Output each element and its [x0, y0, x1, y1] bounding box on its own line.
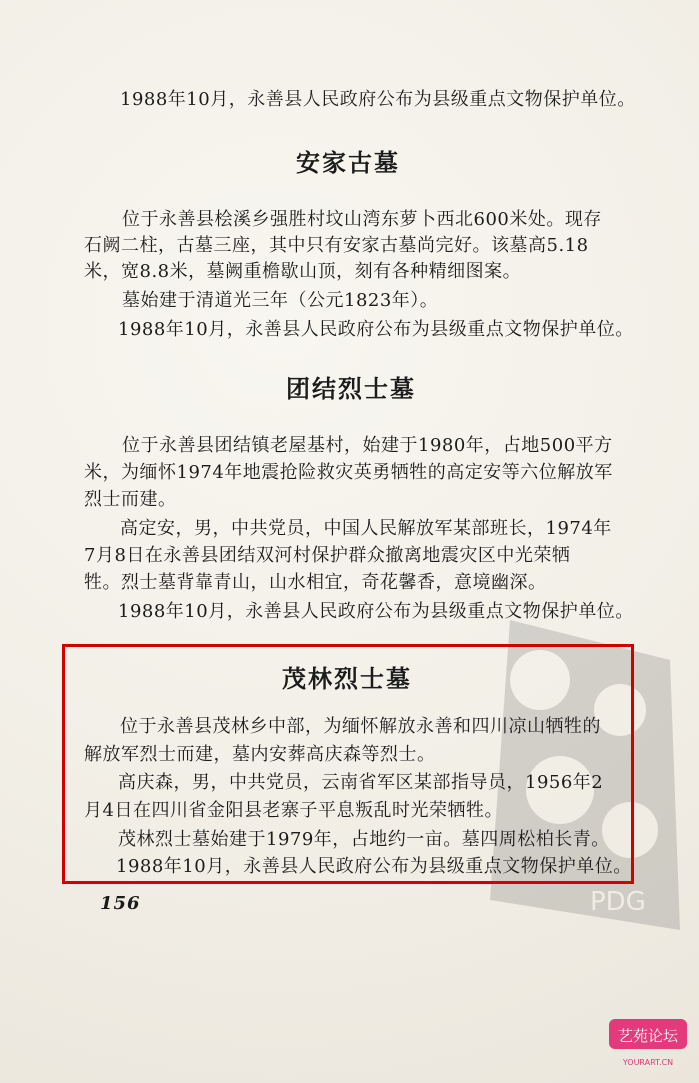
- paragraph-line: 高定安，男，中共党员，中国人民解放军某部班长，1974年: [120, 518, 612, 539]
- logo-text: 艺苑论坛: [617, 1027, 679, 1045]
- paragraph-line: 烈士而建。: [84, 489, 177, 510]
- section-heading-tuanjie: 团结烈士墓: [286, 374, 416, 403]
- paragraph-line: 月4日在四川省金阳县老寨子平息叛乱时光荣牺牲。: [84, 800, 503, 821]
- paragraph-line: 墓始建于清道光三年（公元1823年）。: [122, 290, 439, 311]
- paragraph-line: 位于永善县茂林乡中部，为缅怀解放永善和四川凉山牺牲的: [120, 716, 601, 737]
- paragraph-line: 解放军烈士而建，墓内安葬高庆森等烈士。: [84, 744, 436, 765]
- page-number: 156: [100, 893, 141, 914]
- logo-url-text: YOURART.CN: [622, 1058, 674, 1067]
- paragraph-line: 1988年10月，永善县人民政府公布为县级重点文物保护单位。: [118, 319, 634, 340]
- paragraph-line: 牲。烈士墓背靠青山，山水相宜，奇花馨香，意境幽深。: [84, 572, 547, 593]
- stamp-text: PDG: [590, 887, 646, 917]
- paragraph-line: 位于永善县团结镇老屋基村，始建于1980年，占地500平方: [122, 435, 613, 456]
- paragraph-line: 高庆森，男，中共党员，云南省军区某部指导员，1956年2: [118, 772, 604, 793]
- paragraph-line: 1988年10月，永善县人民政府公布为县级重点文物保护单位。: [118, 601, 634, 622]
- section-heading-maolin: 茂林烈士墓: [282, 664, 412, 693]
- section-heading-anjia: 安家古墓: [296, 148, 400, 177]
- paragraph-line: 米，宽8.8米，墓阙重檐歇山顶，刻有各种精细图案。: [84, 261, 522, 282]
- paragraph-line: 米，为缅怀1974年地震抢险救灾英勇牺牲的高定安等六位解放军: [84, 462, 613, 483]
- paragraph-line: 1988年10月，永善县人民政府公布为县级重点文物保护单位。: [116, 856, 632, 877]
- site-logo: [605, 1013, 691, 1073]
- paragraph-line: 1988年10月，永善县人民政府公布为县级重点文物保护单位。: [120, 89, 636, 110]
- paragraph-line: 7月8日在永善县团结双河村保护群众撤离地震灾区中光荣牺: [84, 545, 571, 566]
- paragraph-line: 石阙二柱，古墓三座，其中只有安家古墓尚完好。该墓高5.18: [84, 235, 589, 256]
- paragraph-line: 茂林烈士墓始建于1979年，占地约一亩。墓四周松柏长青。: [118, 829, 610, 850]
- paragraph-line: 位于永善县桧溪乡强胜村坟山湾东萝卜西北600米处。现存: [122, 209, 602, 230]
